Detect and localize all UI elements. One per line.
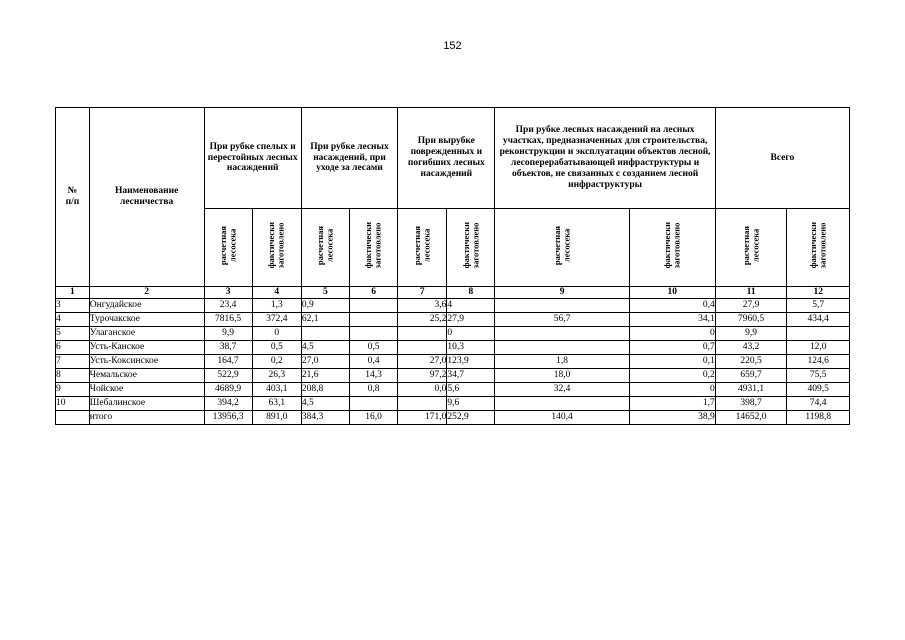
header-care-logging: При рубке лесных насаждений, при уходе за лесами: [301, 108, 397, 209]
value-cell: 23,4: [204, 299, 252, 313]
value-cell: 252,9: [447, 411, 495, 425]
value-cell: [398, 327, 447, 341]
column-number-row: [56, 287, 850, 299]
row-number-cell: 6: [56, 341, 90, 355]
value-cell: [350, 397, 398, 411]
table-row: [56, 369, 850, 383]
value-cell: [495, 327, 629, 341]
value-cell: 0,7: [629, 341, 715, 355]
column-number: 9: [495, 287, 629, 299]
value-cell: 4: [447, 299, 495, 313]
value-cell: 18,0: [495, 369, 629, 383]
value-cell: 123,9: [447, 355, 495, 369]
value-cell: 0,5: [252, 341, 301, 355]
column-number: 7: [398, 287, 447, 299]
header-total: Всего: [715, 108, 849, 209]
row-number-cell: 7: [56, 355, 90, 369]
value-cell: [398, 341, 447, 355]
value-cell: 398,7: [715, 397, 787, 411]
value-cell: 0: [629, 383, 715, 397]
table-row: [56, 299, 850, 313]
value-cell: 171,0: [398, 411, 447, 425]
value-cell: 0,4: [350, 355, 398, 369]
logging-volume-table: [55, 107, 850, 425]
value-cell: 63,1: [252, 397, 301, 411]
header-mature-logging: При рубке спелых и перестойных лесных насаждений: [204, 108, 301, 209]
row-number-cell: 3: [56, 299, 90, 313]
value-cell: 5,6: [447, 383, 495, 397]
value-cell: 34,7: [447, 369, 495, 383]
value-cell: [495, 341, 629, 355]
value-cell: [787, 327, 850, 341]
row-number-cell: 5: [56, 327, 90, 341]
forestry-name-cell: итого: [89, 411, 204, 425]
value-cell: 75,5: [787, 369, 850, 383]
value-cell: [398, 397, 447, 411]
value-cell: 409,5: [787, 383, 850, 397]
value-cell: 372,4: [252, 313, 301, 327]
value-cell: [301, 327, 349, 341]
subheader-fact: фактически заготовлено: [787, 209, 850, 287]
value-cell: 74,4: [787, 397, 850, 411]
subheader-calc: расчетная лесосека: [204, 209, 252, 287]
value-cell: 25,2: [398, 313, 447, 327]
subheader-calc: расчетная лесосека: [715, 209, 787, 287]
value-cell: 0,0: [398, 383, 447, 397]
value-cell: 21,6: [301, 369, 349, 383]
value-cell: 56,7: [495, 313, 629, 327]
table-row: [56, 397, 850, 411]
value-cell: 34,1: [629, 313, 715, 327]
table-body: [56, 299, 850, 425]
value-cell: 164,7: [204, 355, 252, 369]
value-cell: [350, 299, 398, 313]
value-cell: 62,1: [301, 313, 349, 327]
column-number: 4: [252, 287, 301, 299]
value-cell: 9,9: [715, 327, 787, 341]
value-cell: 208,8: [301, 383, 349, 397]
row-number-cell: [56, 411, 90, 425]
value-cell: [350, 327, 398, 341]
subheader-fact: фактически заготовлено: [252, 209, 301, 287]
value-cell: 4,5: [301, 397, 349, 411]
value-cell: 4689,9: [204, 383, 252, 397]
column-number: 2: [89, 287, 204, 299]
value-cell: 10,3: [447, 341, 495, 355]
value-cell: 659,7: [715, 369, 787, 383]
row-number-cell: 8: [56, 369, 90, 383]
value-cell: 522,9: [204, 369, 252, 383]
value-cell: 26,3: [252, 369, 301, 383]
value-cell: 32,4: [495, 383, 629, 397]
value-cell: 0,2: [629, 369, 715, 383]
value-cell: 1,8: [495, 355, 629, 369]
value-cell: 0,4: [629, 299, 715, 313]
value-cell: [495, 299, 629, 313]
value-cell: 220,5: [715, 355, 787, 369]
value-cell: 38,9: [629, 411, 715, 425]
value-cell: 9,6: [447, 397, 495, 411]
forestry-name-cell: Усть-Канское: [89, 341, 204, 355]
value-cell: 13956,3: [204, 411, 252, 425]
value-cell: 0: [629, 327, 715, 341]
subheader-fact: фактически заготовлено: [447, 209, 495, 287]
value-cell: 0,5: [350, 341, 398, 355]
value-cell: 7816,5: [204, 313, 252, 327]
value-cell: 1198,8: [787, 411, 850, 425]
value-cell: 403,1: [252, 383, 301, 397]
value-cell: 9,9: [204, 327, 252, 341]
value-cell: 0,8: [350, 383, 398, 397]
value-cell: 384,3: [301, 411, 349, 425]
table-row: [56, 355, 850, 369]
row-number-cell: 10: [56, 397, 90, 411]
column-number: 10: [629, 287, 715, 299]
value-cell: 4931,1: [715, 383, 787, 397]
value-cell: 27,0: [301, 355, 349, 369]
subheader-fact: фактически заготовлено: [629, 209, 715, 287]
value-cell: 891,0: [252, 411, 301, 425]
header-infrastructure-logging: При рубке лесных насаждений на лесных участках, предназначенных для строительства, реконструкции и эксплуатации объектов лесной, лесоперерабатывающей инфраструктуры и объектов, не связанных с созданием лесной инфраструктуры: [495, 108, 715, 209]
value-cell: 43,2: [715, 341, 787, 355]
value-cell: 394,2: [204, 397, 252, 411]
value-cell: 38,7: [204, 341, 252, 355]
column-number: 3: [204, 287, 252, 299]
value-cell: [350, 313, 398, 327]
subheader-calc: расчетная лесосека: [398, 209, 447, 287]
value-cell: 0,2: [252, 355, 301, 369]
value-cell: 27,9: [447, 313, 495, 327]
column-number: 1: [56, 287, 90, 299]
value-cell: 4,5: [301, 341, 349, 355]
subheader-fact: фактически заготовлено: [350, 209, 398, 287]
forestry-name-cell: Шебалинское: [89, 397, 204, 411]
column-number: 11: [715, 287, 787, 299]
value-cell: 16,0: [350, 411, 398, 425]
value-cell: 1,3: [252, 299, 301, 313]
column-number: 12: [787, 287, 850, 299]
forestry-name-cell: Усть-Коксинское: [89, 355, 204, 369]
row-number-cell: 9: [56, 383, 90, 397]
forestry-name-cell: Онгудайское: [89, 299, 204, 313]
forestry-name-cell: Турочакское: [89, 313, 204, 327]
value-cell: 14,3: [350, 369, 398, 383]
header-row-number: № п/п: [56, 108, 90, 287]
value-cell: 0: [447, 327, 495, 341]
header-forestry-name: Наименование лесничества: [89, 108, 204, 287]
column-number: 5: [301, 287, 349, 299]
value-cell: 3,6: [398, 299, 447, 313]
value-cell: [495, 397, 629, 411]
column-number: 6: [350, 287, 398, 299]
forestry-name-cell: Чемальское: [89, 369, 204, 383]
row-number-cell: 4: [56, 313, 90, 327]
table-row: [56, 341, 850, 355]
value-cell: 12,0: [787, 341, 850, 355]
table-row: [56, 383, 850, 397]
value-cell: 14652,0: [715, 411, 787, 425]
table-row: [56, 327, 850, 341]
value-cell: 1,7: [629, 397, 715, 411]
page-number: 152: [443, 40, 462, 52]
value-cell: 0,9: [301, 299, 349, 313]
value-cell: 5,7: [787, 299, 850, 313]
subheader-calc: расчетная лесосека: [495, 209, 629, 287]
value-cell: 124,6: [787, 355, 850, 369]
total-row: [56, 411, 850, 425]
value-cell: 434,4: [787, 313, 850, 327]
value-cell: 7960,5: [715, 313, 787, 327]
header-damaged-logging: При вырубке поврежденных и погибших лесных насаждений: [398, 108, 495, 209]
value-cell: 0,1: [629, 355, 715, 369]
value-cell: 97,2: [398, 369, 447, 383]
value-cell: 0: [252, 327, 301, 341]
subheader-calc: расчетная лесосека: [301, 209, 349, 287]
column-number: 8: [447, 287, 495, 299]
value-cell: 27,0: [398, 355, 447, 369]
value-cell: 27,9: [715, 299, 787, 313]
forestry-name-cell: Улаганское: [89, 327, 204, 341]
value-cell: 140,4: [495, 411, 629, 425]
table-row: [56, 313, 850, 327]
forestry-name-cell: Чойское: [89, 383, 204, 397]
